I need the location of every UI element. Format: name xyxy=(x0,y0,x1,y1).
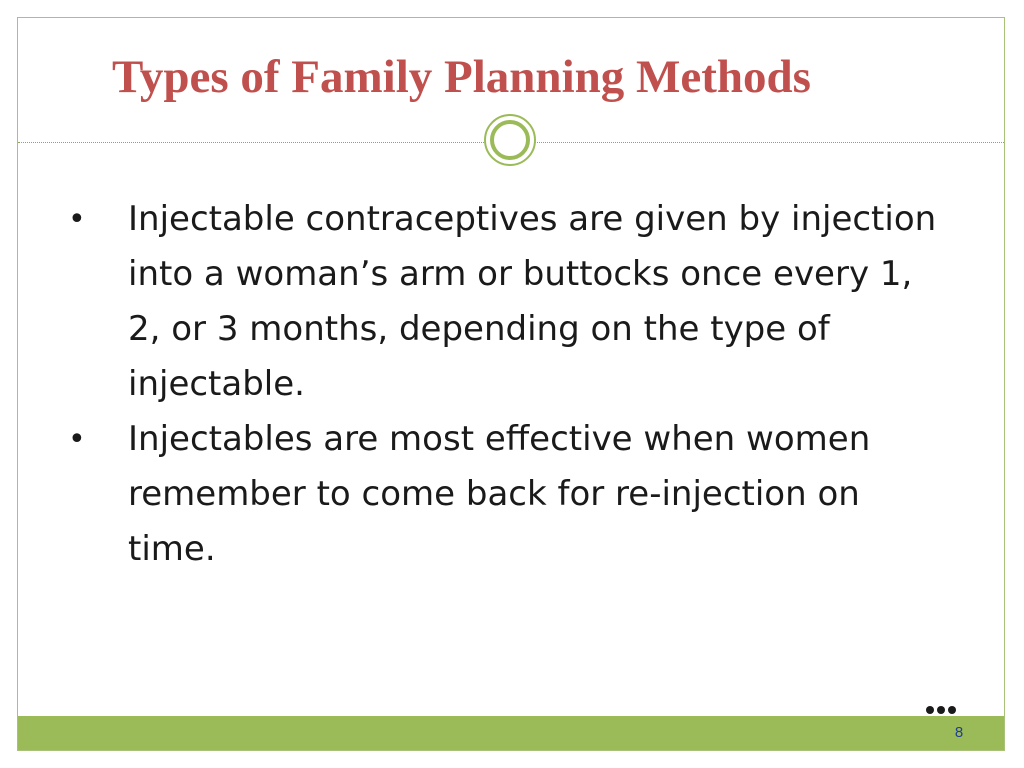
bullet-item xyxy=(68,192,938,412)
bullet-item xyxy=(68,412,938,577)
page-number: 8 xyxy=(954,724,964,741)
bullet-text: Injectables are most effective when women remember to come back for re-injection on time. xyxy=(128,419,871,569)
dot xyxy=(926,706,934,714)
bullet-text: Injectable contraceptives are given by injection into a woman’s arm or buttocks once every 1, 2, or 3 months, depending on the type of injectable. xyxy=(128,199,937,404)
ellipsis-icon xyxy=(926,701,966,711)
dot xyxy=(937,706,945,714)
bullet-list xyxy=(68,192,968,577)
circle-ornament-icon xyxy=(484,114,536,166)
footer-bar xyxy=(18,716,1004,750)
slide-title: Types of Family Planning Methods xyxy=(112,51,811,103)
dot xyxy=(948,706,956,714)
circle-ornament-inner xyxy=(490,120,530,160)
bullet-dot-icon: • xyxy=(68,202,86,237)
bullet-dot-icon: • xyxy=(68,422,86,457)
